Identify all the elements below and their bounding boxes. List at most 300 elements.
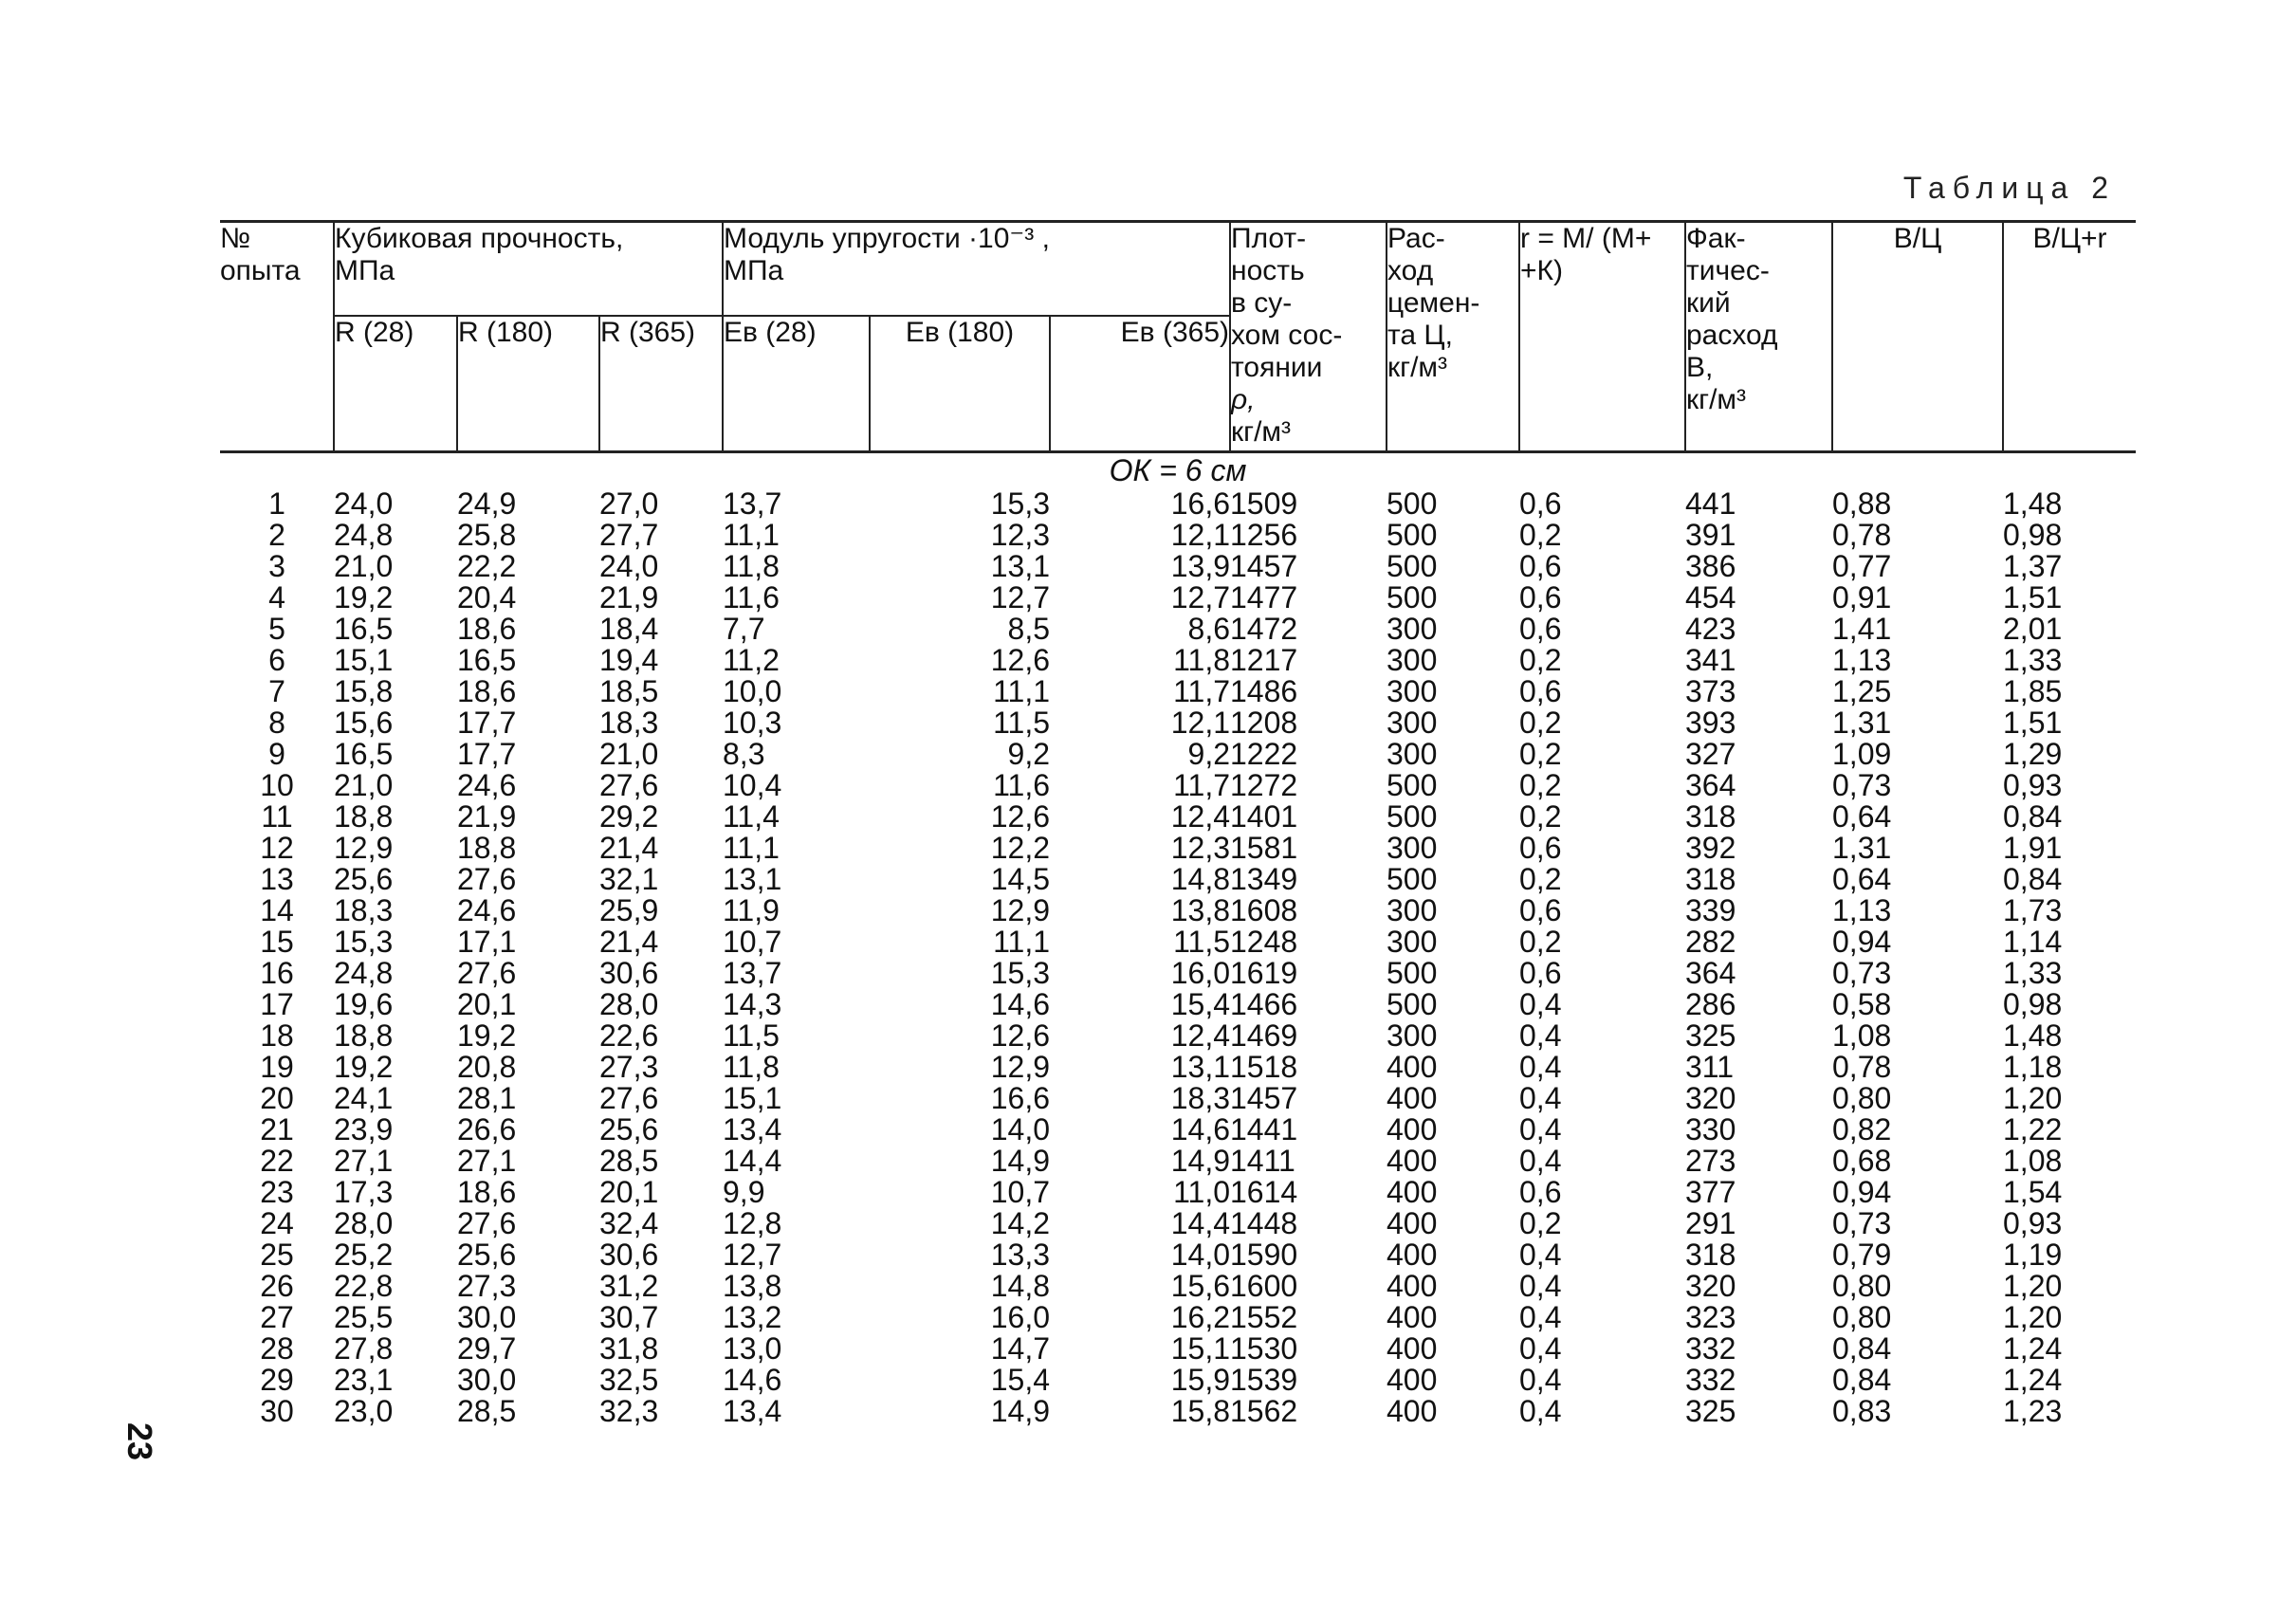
cell-cement: 300: [1387, 706, 1438, 740]
cell-r28: 25,5: [334, 1300, 394, 1334]
cell-water: 373: [1685, 674, 1736, 708]
cell-density: 1248: [1230, 925, 1298, 959]
cell-wc: 0,64: [1832, 862, 1892, 896]
cell-water: 364: [1685, 956, 1736, 990]
table-row: [220, 895, 2136, 926]
cell-r28: 16,5: [334, 612, 394, 646]
cell-e180: 15,3: [990, 486, 1050, 521]
cell-cement: 400: [1387, 1081, 1438, 1115]
cell-r365: 27,3: [599, 1050, 659, 1084]
e28-label: Eв (28): [724, 316, 817, 348]
cell-experiment-number: 26: [260, 1269, 294, 1303]
header-cube-strength-title: Кубиковая прочность,: [335, 223, 624, 254]
cement-line: цемен-: [1387, 287, 1480, 319]
cell-e28: 13,7: [723, 486, 782, 521]
cell-e365: 14,8: [1170, 862, 1230, 896]
cell-r180: 26,6: [457, 1112, 517, 1146]
cell-e180: 11,6: [993, 768, 1050, 802]
cell-r28: 24,8: [334, 518, 394, 552]
table-row: [220, 1396, 2136, 1427]
density-line: кг/м³: [1231, 416, 1292, 448]
cell-cement: 500: [1387, 768, 1438, 802]
cell-e180: 11,5: [993, 706, 1050, 740]
cell-e28: 14,3: [723, 987, 782, 1021]
cell-water: 441: [1685, 486, 1736, 521]
cell-e28: 7,7: [723, 612, 765, 646]
cell-ratio-r: 0,4: [1519, 987, 1562, 1021]
cell-r365: 28,5: [599, 1144, 659, 1178]
cell-experiment-number: 4: [268, 580, 285, 614]
cell-cement: 300: [1387, 831, 1438, 865]
cell-e365: 11,7: [1173, 768, 1230, 802]
cell-r180: 29,7: [457, 1331, 517, 1366]
cell-density: 1411: [1230, 1144, 1295, 1178]
cell-r365: 21,0: [599, 737, 659, 771]
cell-ratio-r: 0,2: [1519, 925, 1562, 959]
cell-wc: 0,78: [1832, 518, 1892, 552]
table-row: [220, 926, 2136, 958]
cell-water: 332: [1685, 1331, 1736, 1366]
cell-r28: 16,5: [334, 737, 394, 771]
cell-density: 1486: [1230, 674, 1298, 708]
cell-cement: 300: [1387, 612, 1438, 646]
cell-ratio-r: 0,4: [1519, 1238, 1562, 1272]
cell-ratio-r: 0,6: [1519, 580, 1562, 614]
cell-wc: 0,94: [1832, 925, 1892, 959]
cell-water: 392: [1685, 831, 1736, 865]
cell-water: 323: [1685, 1300, 1736, 1334]
cell-water: 318: [1685, 862, 1736, 896]
cell-ratio-r: 0,4: [1519, 1300, 1562, 1334]
cell-r28: 21,0: [334, 549, 394, 583]
table-caption: Таблица 2: [1902, 171, 2116, 205]
cell-e180: 13,1: [990, 549, 1050, 583]
cell-density: 1600: [1230, 1269, 1298, 1303]
cell-wc: 0,77: [1832, 549, 1892, 583]
header-elastic-modulus: [723, 222, 1230, 316]
cell-e180: 12,9: [990, 893, 1050, 927]
cell-ratio-r: 0,2: [1519, 643, 1562, 677]
cell-e180: 14,5: [990, 862, 1050, 896]
cell-ratio-r: 0,2: [1519, 1206, 1562, 1240]
cell-cement: 500: [1387, 549, 1438, 583]
cell-e365: 12,1: [1170, 706, 1230, 740]
table-row: [220, 488, 2136, 520]
cell-e365: 11,5: [1173, 925, 1230, 959]
table-row: [220, 1208, 2136, 1239]
cell-cement: 400: [1387, 1175, 1438, 1209]
cell-water: 282: [1685, 925, 1736, 959]
cell-e180: 15,4: [990, 1363, 1050, 1397]
cell-water: 391: [1685, 518, 1736, 552]
e365-label: Eв (365): [1120, 316, 1229, 348]
cell-water: 320: [1685, 1269, 1736, 1303]
cement-line: кг/м³: [1387, 352, 1448, 383]
section-label: ОК = 6 см: [1109, 453, 1247, 487]
cell-r28: 15,8: [334, 674, 394, 708]
cell-ratio-r: 0,6: [1519, 612, 1562, 646]
cell-e365: 11,0: [1173, 1175, 1230, 1209]
cell-r365: 32,5: [599, 1363, 659, 1397]
cell-e28: 11,4: [723, 799, 780, 834]
cell-r365: 30,6: [599, 1238, 659, 1272]
cell-ratio-r: 0,6: [1519, 956, 1562, 990]
cell-e365: 15,9: [1170, 1363, 1230, 1397]
cell-e365: 11,7: [1173, 674, 1230, 708]
cell-cement: 400: [1387, 1331, 1438, 1366]
cell-e365: 13,1: [1170, 1050, 1230, 1084]
ratio-line: r = М/ (М+: [1520, 223, 1652, 254]
cell-r180: 19,2: [457, 1018, 517, 1053]
header-dry-density: [1230, 222, 1387, 452]
cell-e180: 14,8: [990, 1269, 1050, 1303]
table-row: [220, 645, 2136, 676]
header-r28: [334, 316, 457, 452]
table-row: [220, 1177, 2136, 1208]
cell-cement: 300: [1387, 1018, 1438, 1053]
cell-e180: 14,7: [990, 1331, 1050, 1366]
cell-e365: 15,4: [1170, 987, 1230, 1021]
cell-wcr: 1,85: [2003, 674, 2063, 708]
cell-wcr: 2,01: [2003, 612, 2063, 646]
cell-r28: 23,0: [334, 1394, 394, 1428]
cell-cement: 300: [1387, 643, 1438, 677]
cell-density: 1208: [1230, 706, 1298, 740]
cell-e28: 11,2: [723, 643, 780, 677]
cell-r180: 20,4: [457, 580, 517, 614]
cell-experiment-number: 15: [260, 925, 294, 959]
table-row: [220, 739, 2136, 770]
header-cement-consumption: [1387, 222, 1519, 452]
table-row: [220, 833, 2136, 864]
cell-water: 332: [1685, 1363, 1736, 1397]
cell-wc: 0,79: [1832, 1238, 1892, 1272]
table-row: [220, 864, 2136, 895]
cell-r365: 31,8: [599, 1331, 659, 1366]
cell-water: 320: [1685, 1081, 1736, 1115]
cell-wc: 0,58: [1832, 987, 1892, 1021]
density-line: хом сос-: [1231, 320, 1343, 351]
cell-wc: 1,31: [1832, 706, 1892, 740]
cell-e365: 16,6: [1170, 486, 1230, 521]
cell-r365: 21,4: [599, 831, 659, 865]
water-line: расход: [1686, 320, 1778, 351]
cell-density: 1581: [1230, 831, 1298, 865]
cell-e28: 13,4: [723, 1112, 782, 1146]
cell-ratio-r: 0,4: [1519, 1112, 1562, 1146]
cell-wc: 1,13: [1832, 893, 1892, 927]
cell-wcr: 1,73: [2003, 893, 2063, 927]
cell-wcr: 1,51: [2003, 580, 2063, 614]
cell-wcr: 0,93: [2003, 1206, 2063, 1240]
cell-r365: 18,4: [599, 612, 659, 646]
cell-r180: 17,1: [457, 925, 517, 959]
cell-r180: 27,6: [457, 1206, 517, 1240]
cell-wc: 0,88: [1832, 486, 1892, 521]
cell-experiment-number: 9: [268, 737, 285, 771]
cell-density: 1457: [1230, 549, 1298, 583]
cell-experiment-number: 30: [260, 1394, 294, 1428]
cell-e365: 16,2: [1170, 1300, 1230, 1334]
cell-e365: 9,2: [1187, 737, 1230, 771]
density-line: Плот-: [1231, 223, 1307, 254]
cell-r28: 15,1: [334, 643, 394, 677]
table-row: [220, 1333, 2136, 1365]
cell-experiment-number: 10: [260, 768, 294, 802]
cell-r180: 24,6: [457, 768, 517, 802]
cell-cement: 400: [1387, 1363, 1438, 1397]
cell-water: 339: [1685, 893, 1736, 927]
cell-r28: 18,3: [334, 893, 394, 927]
cell-wcr: 1,37: [2003, 549, 2063, 583]
cell-water: 377: [1685, 1175, 1736, 1209]
cell-cement: 400: [1387, 1050, 1438, 1084]
cell-cement: 500: [1387, 987, 1438, 1021]
cell-ratio-r: 0,2: [1519, 737, 1562, 771]
r180-label: R (180): [458, 316, 554, 348]
cell-experiment-number: 20: [260, 1081, 294, 1115]
cell-wcr: 0,93: [2003, 768, 2063, 802]
cell-ratio-r: 0,6: [1519, 1175, 1562, 1209]
cell-density: 1590: [1230, 1238, 1298, 1272]
cell-r180: 17,7: [457, 706, 517, 740]
cell-cement: 500: [1387, 518, 1438, 552]
header-modulus-unit: МПа: [724, 255, 784, 286]
cell-r180: 27,3: [457, 1269, 517, 1303]
cell-ratio-r: 0,2: [1519, 768, 1562, 802]
cell-water: 325: [1685, 1018, 1736, 1053]
header-num-symbol: №: [220, 223, 251, 254]
cell-r28: 25,6: [334, 862, 394, 896]
cell-r365: 30,6: [599, 956, 659, 990]
cell-density: 1614: [1230, 1175, 1298, 1209]
cell-density: 1457: [1230, 1081, 1298, 1115]
cell-density: 1222: [1230, 737, 1298, 771]
cell-e365: 13,8: [1170, 893, 1230, 927]
cell-density: 1349: [1230, 862, 1298, 896]
cell-ratio-r: 0,2: [1519, 862, 1562, 896]
cell-r28: 15,6: [334, 706, 394, 740]
cell-wc: 0,80: [1832, 1300, 1892, 1334]
cell-water: 311: [1685, 1050, 1735, 1084]
cell-cement: 500: [1387, 956, 1438, 990]
cell-cement: 400: [1387, 1300, 1438, 1334]
cell-density: 1562: [1230, 1394, 1298, 1428]
cell-ratio-r: 0,2: [1519, 706, 1562, 740]
cell-water: 291: [1685, 1206, 1736, 1240]
cell-ratio-r: 0,4: [1519, 1269, 1562, 1303]
cell-e180: 8,5: [1007, 612, 1050, 646]
cell-experiment-number: 27: [260, 1300, 294, 1334]
cell-e28: 14,4: [723, 1144, 782, 1178]
cell-experiment-number: 25: [260, 1238, 294, 1272]
cell-cement: 300: [1387, 674, 1438, 708]
cell-e365: 15,6: [1170, 1269, 1230, 1303]
cell-experiment-number: 2: [268, 518, 285, 552]
cell-r365: 29,2: [599, 799, 659, 834]
density-line: в су-: [1231, 287, 1293, 319]
cell-water: 318: [1685, 799, 1736, 834]
table-row: [220, 676, 2136, 707]
cell-e28: 13,1: [723, 862, 782, 896]
wc-label: В/Ц: [1893, 223, 1942, 254]
cell-e180: 11,1: [993, 674, 1050, 708]
cell-r28: 15,3: [334, 925, 394, 959]
cell-e28: 8,3: [723, 737, 765, 771]
cell-e28: 10,4: [723, 768, 782, 802]
cell-water: 327: [1685, 737, 1736, 771]
cell-e28: 14,6: [723, 1363, 782, 1397]
cell-e180: 12,3: [990, 518, 1050, 552]
cell-wcr: 1,48: [2003, 486, 2063, 521]
cell-e28: 13,0: [723, 1331, 782, 1366]
cell-density: 1272: [1230, 768, 1298, 802]
cell-density: 1466: [1230, 987, 1298, 1021]
cell-r365: 27,6: [599, 1081, 659, 1115]
cell-r28: 19,2: [334, 1050, 394, 1084]
cell-r28: 23,1: [334, 1363, 394, 1397]
cell-wc: 1,13: [1832, 643, 1892, 677]
table-row: [220, 582, 2136, 614]
cement-line: та Ц,: [1387, 320, 1453, 351]
cell-e180: 12,6: [990, 1018, 1050, 1053]
table-row: [220, 707, 2136, 739]
cell-e180: 12,2: [990, 831, 1050, 865]
cell-ratio-r: 0,4: [1519, 1050, 1562, 1084]
cell-density: 1552: [1230, 1300, 1298, 1334]
cell-e365: 13,9: [1170, 549, 1230, 583]
cell-wcr: 1,23: [2003, 1394, 2063, 1428]
cell-r365: 21,9: [599, 580, 659, 614]
cell-experiment-number: 18: [260, 1018, 294, 1053]
header-modulus-title: Модуль упругости ·10⁻³ ,: [724, 223, 1050, 254]
cell-r180: 18,8: [457, 831, 517, 865]
cell-wcr: 1,51: [2003, 706, 2063, 740]
wcr-label: В/Ц+r: [2032, 223, 2107, 254]
cell-r365: 25,6: [599, 1112, 659, 1146]
cell-water: 286: [1685, 987, 1736, 1021]
cell-ratio-r: 0,4: [1519, 1331, 1562, 1366]
cell-e180: 10,7: [990, 1175, 1050, 1209]
table-row: [220, 1114, 2136, 1146]
cell-e28: 13,4: [723, 1394, 782, 1428]
cell-e365: 12,4: [1170, 799, 1230, 834]
cell-r365: 24,0: [599, 549, 659, 583]
cell-r365: 22,6: [599, 1018, 659, 1053]
cell-r28: 18,8: [334, 799, 394, 834]
cell-wc: 0,73: [1832, 956, 1892, 990]
cell-wc: 0,82: [1832, 1112, 1892, 1146]
cell-e28: 11,1: [723, 518, 780, 552]
cell-water: 423: [1685, 612, 1736, 646]
cell-r28: 25,2: [334, 1238, 394, 1272]
cell-wc: 0,83: [1832, 1394, 1892, 1428]
cell-water: 393: [1685, 706, 1736, 740]
table-row: [220, 1083, 2136, 1114]
cell-experiment-number: 3: [268, 549, 285, 583]
cell-e28: 11,5: [723, 1018, 780, 1053]
cell-r180: 18,6: [457, 612, 517, 646]
header-water-cement-ratio: [1832, 222, 2003, 452]
cell-r180: 27,6: [457, 862, 517, 896]
cell-e180: 12,6: [990, 643, 1050, 677]
cell-experiment-number: 5: [268, 612, 285, 646]
cell-wcr: 1,22: [2003, 1112, 2063, 1146]
cell-e180: 13,3: [990, 1238, 1050, 1272]
cell-experiment-number: 28: [260, 1331, 294, 1366]
cell-r365: 32,4: [599, 1206, 659, 1240]
cell-wc: 1,25: [1832, 674, 1892, 708]
cell-experiment-number: 24: [260, 1206, 294, 1240]
cell-r365: 19,4: [599, 643, 659, 677]
cell-experiment-number: 22: [260, 1144, 294, 1178]
cell-wcr: 1,91: [2003, 831, 2063, 865]
header-wc-plus-r: [2003, 222, 2136, 452]
cell-e28: 10,3: [723, 706, 782, 740]
cell-r180: 16,5: [457, 643, 517, 677]
cell-e180: 14,9: [990, 1394, 1050, 1428]
header-water-consumption: [1685, 222, 1832, 452]
cell-wcr: 1,20: [2003, 1300, 2063, 1334]
cell-experiment-number: 1: [268, 486, 285, 521]
cell-wc: 1,08: [1832, 1018, 1892, 1053]
header-num-label: опыта: [220, 255, 301, 286]
cell-e365: 14,4: [1170, 1206, 1230, 1240]
table-row: [220, 1271, 2136, 1302]
cell-r28: 17,3: [334, 1175, 394, 1209]
cell-r28: 23,9: [334, 1112, 394, 1146]
cell-e28: 12,8: [723, 1206, 782, 1240]
cell-water: 454: [1685, 580, 1736, 614]
cell-experiment-number: 14: [260, 893, 294, 927]
cell-wcr: 1,20: [2003, 1081, 2063, 1115]
cell-wcr: 1,08: [2003, 1144, 2063, 1178]
cell-density: 1448: [1230, 1206, 1298, 1240]
water-line: тичес-: [1686, 255, 1770, 286]
cell-r365: 30,7: [599, 1300, 659, 1334]
cell-wc: 0,94: [1832, 1175, 1892, 1209]
cell-e365: 14,9: [1170, 1144, 1230, 1178]
cell-r28: 12,9: [334, 831, 394, 865]
cell-e365: 15,8: [1170, 1394, 1230, 1428]
cell-experiment-number: 6: [268, 643, 285, 677]
cell-wc: 0,73: [1832, 768, 1892, 802]
density-line: ность: [1231, 255, 1305, 286]
cell-r28: 27,1: [334, 1144, 394, 1178]
cell-r28: 24,8: [334, 956, 394, 990]
table-row: [220, 614, 2136, 645]
table-row: [220, 801, 2136, 833]
cell-experiment-number: 11: [261, 799, 293, 834]
cell-water: 330: [1685, 1112, 1736, 1146]
table-header: [220, 222, 2136, 452]
cell-e365: 12,7: [1170, 580, 1230, 614]
cell-e365: 16,0: [1170, 956, 1230, 990]
table-row: [220, 1020, 2136, 1052]
cell-e180: 16,0: [990, 1300, 1050, 1334]
cell-experiment-number: 16: [260, 956, 294, 990]
cell-density: 1472: [1230, 612, 1298, 646]
cell-e365: 14,0: [1170, 1238, 1230, 1272]
cell-e365: 12,4: [1170, 1018, 1230, 1053]
cell-r365: 18,3: [599, 706, 659, 740]
cell-ratio-r: 0,2: [1519, 799, 1562, 834]
cell-r365: 32,3: [599, 1394, 659, 1428]
cell-r28: 19,2: [334, 580, 394, 614]
cell-e180: 11,1: [993, 925, 1050, 959]
cell-wcr: 1,33: [2003, 643, 2063, 677]
cell-r180: 18,6: [457, 1175, 517, 1209]
